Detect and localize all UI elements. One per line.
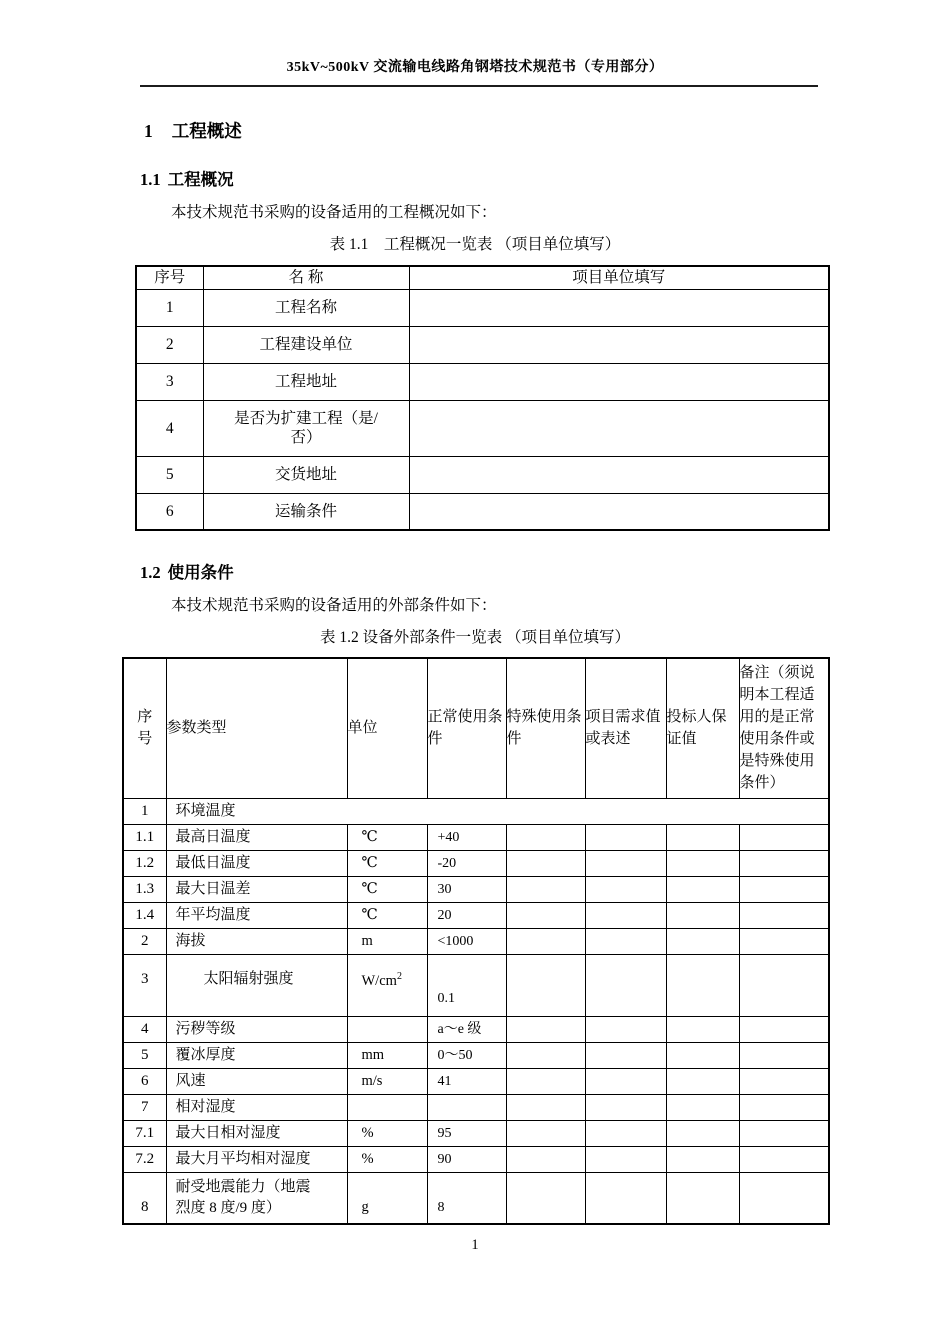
normal-condition-cell: 0.1 — [427, 954, 506, 1016]
normal-condition-cell: 30 — [427, 876, 506, 902]
table-row — [123, 902, 829, 928]
page-header — [0, 58, 950, 87]
item-name-cell: 工程名称 — [203, 289, 409, 326]
unit-cell: g — [347, 1172, 427, 1224]
section-1-2-number: 1.2 — [140, 563, 161, 582]
row-number-cell: 1.2 — [123, 850, 166, 876]
fill-in-cell — [409, 326, 829, 363]
param-name-cell: 最低日温度 — [166, 850, 347, 876]
col-header-unit: 单位 — [347, 658, 427, 798]
table-header-row — [123, 658, 829, 798]
guarantee-value-cell — [666, 1172, 739, 1224]
fill-in-cell — [409, 456, 829, 493]
col-header-normal: 正常使用条件 — [427, 658, 506, 798]
special-condition-cell — [506, 1068, 585, 1094]
section-1-heading — [144, 120, 950, 142]
demand-value-cell — [585, 1016, 666, 1042]
row-number-cell: 5 — [123, 1042, 166, 1068]
row-number-cell: 5 — [136, 456, 203, 493]
item-name-cell: 工程地址 — [203, 363, 409, 400]
item-name-cell: 是否为扩建工程（是/否） — [203, 400, 409, 456]
table-row — [123, 928, 829, 954]
special-condition-cell — [506, 1120, 585, 1146]
demand-value-cell — [585, 824, 666, 850]
section-1-number: 1 — [144, 121, 153, 141]
table-row — [123, 1146, 829, 1172]
unit-cell: m — [347, 928, 427, 954]
param-name-cell: 风速 — [166, 1068, 347, 1094]
param-name-cell: 最大日相对湿度 — [166, 1120, 347, 1146]
section-1-2-title: 使用条件 — [167, 563, 234, 582]
col-header-remark: 备注（须说明本工程适用的是正常使用条件或是特殊使用条件） — [739, 658, 829, 798]
demand-value-cell — [585, 1172, 666, 1224]
normal-condition-cell: -20 — [427, 850, 506, 876]
item-name-cell: 工程建设单位 — [203, 326, 409, 363]
special-condition-cell — [506, 850, 585, 876]
guarantee-value-cell — [666, 1094, 739, 1120]
remark-cell — [739, 928, 829, 954]
guarantee-value-cell — [666, 850, 739, 876]
special-condition-cell — [506, 876, 585, 902]
normal-condition-cell: 41 — [427, 1068, 506, 1094]
col-header-seq: 序号 — [123, 658, 166, 798]
guarantee-value-cell — [666, 928, 739, 954]
demand-value-cell — [585, 954, 666, 1016]
row-number-cell: 3 — [136, 363, 203, 400]
project-overview-table — [135, 265, 830, 531]
row-number-cell: 1.4 — [123, 902, 166, 928]
unit-cell: ℃ — [347, 850, 427, 876]
table-row — [123, 1016, 829, 1042]
special-condition-cell — [506, 928, 585, 954]
normal-condition-cell: <1000 — [427, 928, 506, 954]
demand-value-cell — [585, 1042, 666, 1068]
param-name-cell: 相对湿度 — [166, 1094, 347, 1120]
row-number-cell: 1 — [123, 798, 166, 824]
demand-value-cell — [585, 902, 666, 928]
row-number-cell: 8 — [123, 1172, 166, 1224]
param-name-cell: 最大日温差 — [166, 876, 347, 902]
fill-in-cell — [409, 289, 829, 326]
guarantee-value-cell — [666, 954, 739, 1016]
normal-condition-cell: 8 — [427, 1172, 506, 1224]
unit-cell: ℃ — [347, 824, 427, 850]
unit-cell: % — [347, 1120, 427, 1146]
demand-value-cell — [585, 928, 666, 954]
guarantee-value-cell — [666, 902, 739, 928]
remark-cell — [739, 902, 829, 928]
table-row — [136, 326, 829, 363]
unit-cell: ℃ — [347, 902, 427, 928]
table-row — [123, 1042, 829, 1068]
col-header-guarantee: 投标人保证值 — [666, 658, 739, 798]
unit-cell — [347, 1016, 427, 1042]
param-name-cell: 最高日温度 — [166, 824, 347, 850]
remark-cell — [739, 1068, 829, 1094]
normal-condition-cell — [427, 1094, 506, 1120]
fill-in-cell — [409, 493, 829, 530]
remark-cell — [739, 954, 829, 1016]
demand-value-cell — [585, 1068, 666, 1094]
col-header-fill: 项目单位填写 — [409, 266, 829, 289]
header-rule — [140, 85, 818, 87]
external-conditions-table — [122, 657, 830, 1225]
table-row — [123, 1120, 829, 1146]
intro-paragraph-1: 本技术规范书采购的设备适用的工程概况如下： — [171, 204, 497, 221]
row-number-cell: 4 — [136, 400, 203, 456]
unit-cell — [347, 1094, 427, 1120]
param-name-cell: 太阳辐射强度 — [166, 954, 347, 1016]
normal-condition-cell: 20 — [427, 902, 506, 928]
normal-condition-cell: +40 — [427, 824, 506, 850]
section-1-1-title: 工程概况 — [167, 170, 234, 189]
header-title: 35kV~500kV 交流输电线路角钢塔技术规范书（专用部分） — [286, 60, 664, 75]
remark-cell — [739, 1172, 829, 1224]
col-header-special: 特殊使用条件 — [506, 658, 585, 798]
row-number-cell: 7.2 — [123, 1146, 166, 1172]
col-header-seq: 序号 — [136, 266, 203, 289]
remark-cell — [739, 1042, 829, 1068]
demand-value-cell — [585, 876, 666, 902]
guarantee-value-cell — [666, 1146, 739, 1172]
remark-cell — [739, 1146, 829, 1172]
item-name-cell: 交货地址 — [203, 456, 409, 493]
table-row — [123, 876, 829, 902]
intro-paragraph-2: 本技术规范书采购的设备适用的外部条件如下： — [171, 597, 497, 614]
special-condition-cell — [506, 1042, 585, 1068]
remark-cell — [739, 1094, 829, 1120]
demand-value-cell — [585, 1146, 666, 1172]
special-condition-cell — [506, 1146, 585, 1172]
unit-superscript: 2 — [396, 971, 402, 983]
row-number-cell: 4 — [123, 1016, 166, 1042]
demand-value-cell — [585, 1094, 666, 1120]
param-name-cell: 覆冰厚度 — [166, 1042, 347, 1068]
table-section-row — [123, 798, 829, 824]
table-row — [136, 456, 829, 493]
table-header-row — [136, 266, 829, 289]
unit-cell: mm — [347, 1042, 427, 1068]
remark-cell — [739, 1016, 829, 1042]
section-1-1-number: 1.1 — [140, 170, 161, 189]
normal-condition-cell: 0～50 — [427, 1042, 506, 1068]
normal-condition-cell: a～e 级 — [427, 1016, 506, 1042]
unit-cell: $W/cm^2$ — [347, 954, 427, 1016]
remark-cell — [739, 850, 829, 876]
row-number-cell: 1 — [136, 289, 203, 326]
row-number-cell: 6 — [123, 1068, 166, 1094]
special-condition-cell — [506, 954, 585, 1016]
row-number-cell: 7 — [123, 1094, 166, 1120]
row-number-cell: 2 — [123, 928, 166, 954]
table-row — [123, 1068, 829, 1094]
table-1-1-caption: 表 1.1 工程概况一览表 （项目单位填写） — [329, 236, 621, 253]
fill-in-cell — [409, 400, 829, 456]
row-number-cell: 3 — [123, 954, 166, 1016]
row-number-cell: 7.1 — [123, 1120, 166, 1146]
param-name-cell: 耐受地震能力（地震烈度 8 度/9 度） — [166, 1172, 347, 1224]
item-name-cell: 运输条件 — [203, 493, 409, 530]
unit-cell: % — [347, 1146, 427, 1172]
guarantee-value-cell — [666, 1120, 739, 1146]
guarantee-value-cell — [666, 1042, 739, 1068]
unit-cell: m/s — [347, 1068, 427, 1094]
col-header-name: 名 称 — [203, 266, 409, 289]
row-number-cell: 2 — [136, 326, 203, 363]
section-1-title: 工程概述 — [171, 121, 242, 141]
section-1-1-heading — [140, 169, 950, 190]
special-condition-cell — [506, 1172, 585, 1224]
unit-cell: ℃ — [347, 876, 427, 902]
demand-value-cell — [585, 1120, 666, 1146]
param-name-cell: 环境温度 — [166, 798, 829, 824]
row-number-cell: 1.1 — [123, 824, 166, 850]
table-1-2-caption: 表 1.2 设备外部条件一览表 （项目单位填写） — [319, 629, 630, 646]
row-number-cell: 6 — [136, 493, 203, 530]
special-condition-cell — [506, 1094, 585, 1120]
table-row — [136, 363, 829, 400]
guarantee-value-cell — [666, 876, 739, 902]
remark-cell — [739, 1120, 829, 1146]
page-number: 1 — [471, 1237, 479, 1253]
param-name-cell: 最大月平均相对湿度 — [166, 1146, 347, 1172]
table-row — [123, 1094, 829, 1120]
special-condition-cell — [506, 1016, 585, 1042]
special-condition-cell — [506, 902, 585, 928]
guarantee-value-cell — [666, 1016, 739, 1042]
table-row — [123, 850, 829, 876]
guarantee-value-cell — [666, 824, 739, 850]
param-name-cell: 年平均温度 — [166, 902, 347, 928]
col-header-param: 参数类型 — [166, 658, 347, 798]
demand-value-cell — [585, 850, 666, 876]
remark-cell — [739, 876, 829, 902]
special-condition-cell — [506, 824, 585, 850]
param-name-cell: 海拔 — [166, 928, 347, 954]
table-row — [136, 493, 829, 530]
table-row — [136, 400, 829, 456]
table-row — [123, 954, 829, 1016]
section-1-2-heading — [140, 562, 950, 583]
col-header-demand: 项目需求值或表述 — [585, 658, 666, 798]
table-row — [123, 1172, 829, 1224]
table-row — [136, 289, 829, 326]
table-row — [123, 824, 829, 850]
fill-in-cell — [409, 363, 829, 400]
remark-cell — [739, 824, 829, 850]
normal-condition-cell: 90 — [427, 1146, 506, 1172]
row-number-cell: 1.3 — [123, 876, 166, 902]
guarantee-value-cell — [666, 1068, 739, 1094]
normal-condition-cell: 95 — [427, 1120, 506, 1146]
param-name-cell: 污秽等级 — [166, 1016, 347, 1042]
